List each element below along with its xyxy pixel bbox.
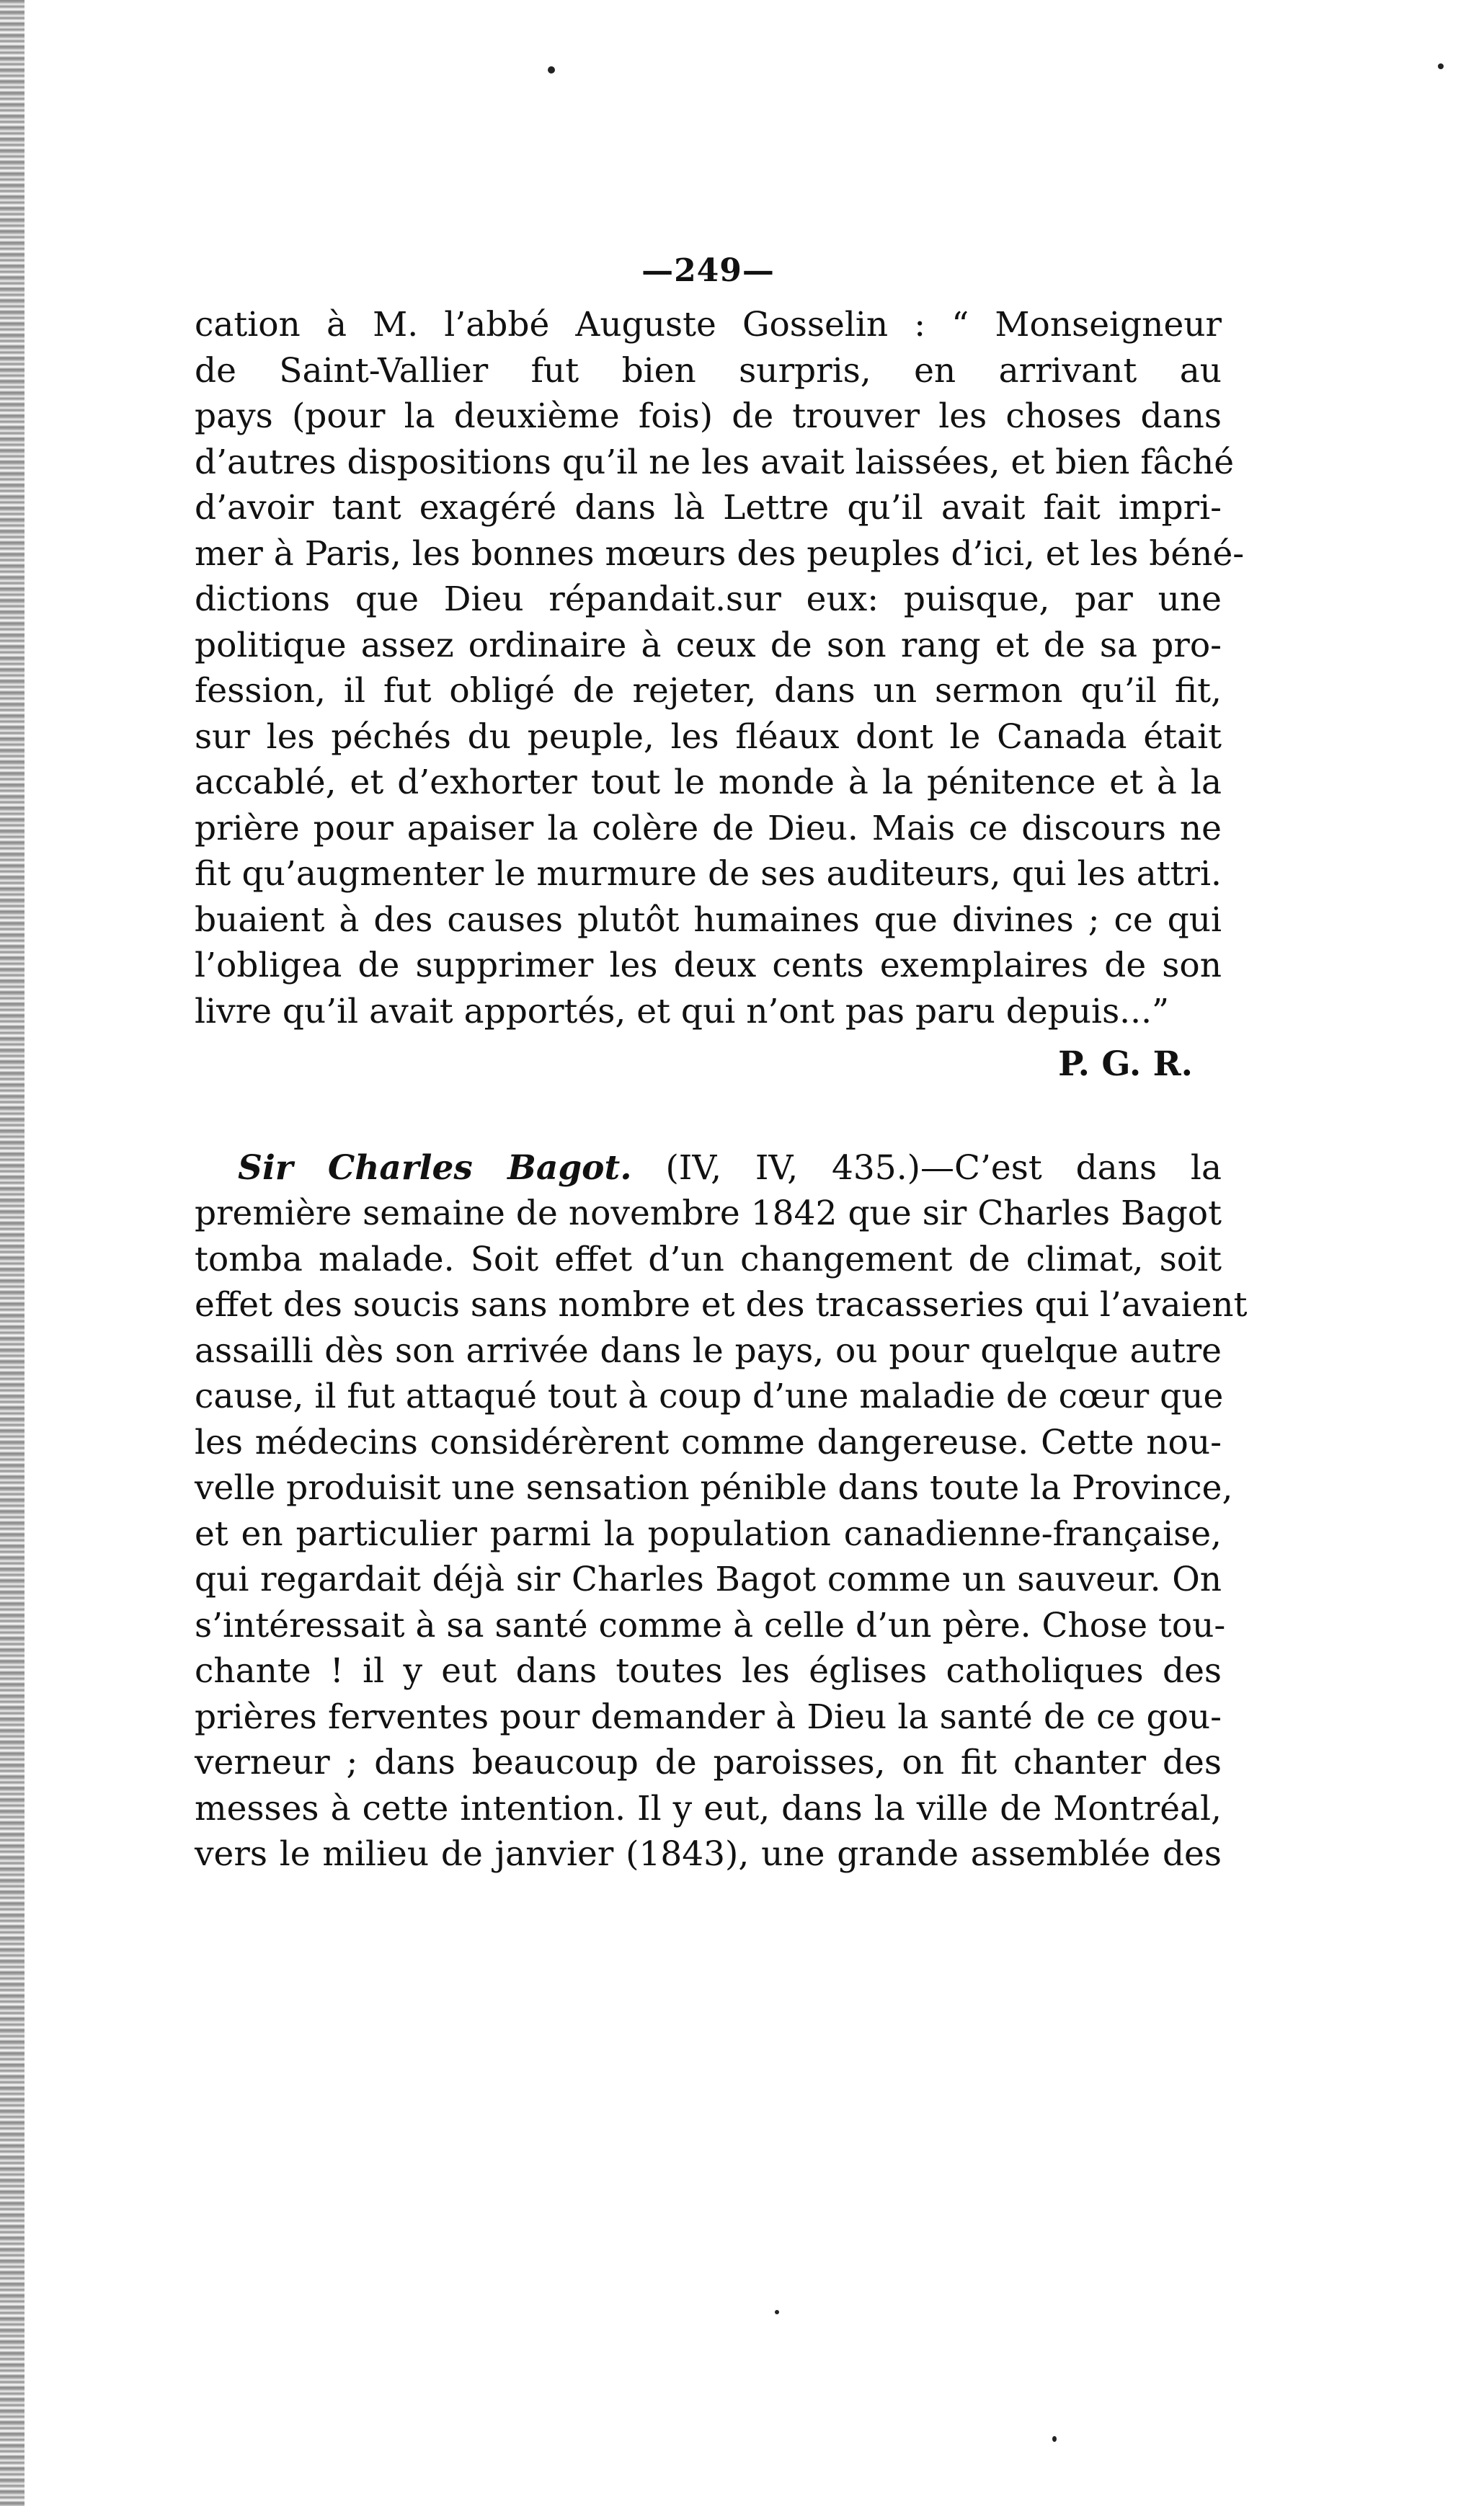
text-line: tomba malade. Soit effet d’un changement de climat, soit <box>195 1239 1222 1279</box>
first-paragraph <box>195 302 1245 1034</box>
text-line: cause, il fut attaqué tout à coup d’une maladie de cœur que <box>195 1377 1224 1416</box>
text-line: les médecins considérèrent comme dangereuse. Cette nou- <box>195 1422 1222 1462</box>
speck <box>1438 63 1444 69</box>
text-line: et en particulier parmi la population canadienne-française, <box>195 1514 1222 1554</box>
text-line: l’obligea de supprimer les deux cents exemplaires de son <box>195 946 1222 985</box>
text-line: sur les péchés du peuple, les fléaux dont le Canada était <box>195 716 1222 757</box>
text-line: livre qu’il avait apportés, et qui n’ont pas paru depuis...” <box>195 991 1170 1031</box>
text-line: prière pour apaiser la colère de Dieu. Mais ce discours ne <box>195 808 1222 848</box>
speck <box>775 2310 779 2314</box>
text-line: s’intéressait à sa santé comme à celle d’un père. Chose tou- <box>195 1605 1226 1645</box>
text-line: pays (pour la deuxième fois) de trouver les choses dans <box>195 396 1222 436</box>
page-number: —249— <box>641 252 775 289</box>
text-line: chante ! il y eut dans toutes les églises catholiques des <box>195 1651 1222 1691</box>
entry-heading: Sir Charles Bagot. <box>238 1147 632 1188</box>
text-line: mer à Paris, les bonnes mœurs des peuples d’ici, et les béné- <box>195 533 1245 574</box>
section-gap <box>195 1088 1222 1145</box>
text-line: fit qu’augmenter le murmure de ses auditeurs, qui les attri. <box>195 854 1222 894</box>
text-line: qui regardait déjà sir Charles Bagot comme un sauveur. On <box>195 1560 1222 1599</box>
text-line: buaient à des causes plutôt humaines que divines ; ce qui <box>195 899 1222 940</box>
text-line: vers le milieu de janvier (1843), une grande assemblée des <box>195 1834 1222 1874</box>
text-line: dictions que Dieu répandait.sur eux: puisque, par une <box>195 579 1222 619</box>
text-line: de Saint-Vallier fut bien surpris, en arrivant au <box>195 350 1222 391</box>
text-line: politique assez ordinaire à ceux de son rang et de sa pro- <box>195 625 1222 665</box>
speck <box>548 66 555 74</box>
text-line: assailli dès son arrivée dans le pays, ou pour quelque autre <box>195 1330 1222 1371</box>
text-line: messes à cette intention. Il y eut, dans la ville de Montréal, <box>195 1788 1222 1829</box>
author-signature: P. G. R. <box>1058 1044 1193 1084</box>
text-line: fession, il fut obligé de rejeter, dans un sermon qu’il fit, <box>195 671 1222 711</box>
text-line: effet des soucis sans nombre et des tracasseries qui l’avaient <box>195 1285 1248 1325</box>
speck <box>1052 2436 1057 2442</box>
text-line: accablé, et d’exhorter tout le monde à la pénitence et à la <box>195 763 1222 802</box>
text-line: verneur ; dans beaucoup de paroisses, on fit chanter des <box>195 1743 1222 1782</box>
second-paragraph <box>195 1145 1248 1878</box>
text-line: velle produisit une sensation pénible dans toute la Province, <box>195 1468 1233 1508</box>
text-line: d’avoir tant exagéré dans là Lettre qu’il avait fait impri- <box>195 488 1222 528</box>
book-spine-edge <box>0 0 25 2506</box>
entry-reference: (IV, IV, 435.)—C’est dans la <box>631 1147 1222 1188</box>
book-page <box>195 252 1248 1878</box>
text-line-heading <box>195 1145 1222 1191</box>
text-line: prières ferventes pour demander à Dieu la santé de ce gou- <box>195 1697 1222 1737</box>
text-line: première semaine de novembre 1842 que sir Charles Bagot <box>195 1194 1222 1233</box>
text-line: d’autres dispositions qu’il ne les avait laissées, et bien fâché <box>195 442 1235 482</box>
text-line: cation à M. l’abbé Auguste Gosselin : “ Monseigneur <box>195 305 1222 345</box>
